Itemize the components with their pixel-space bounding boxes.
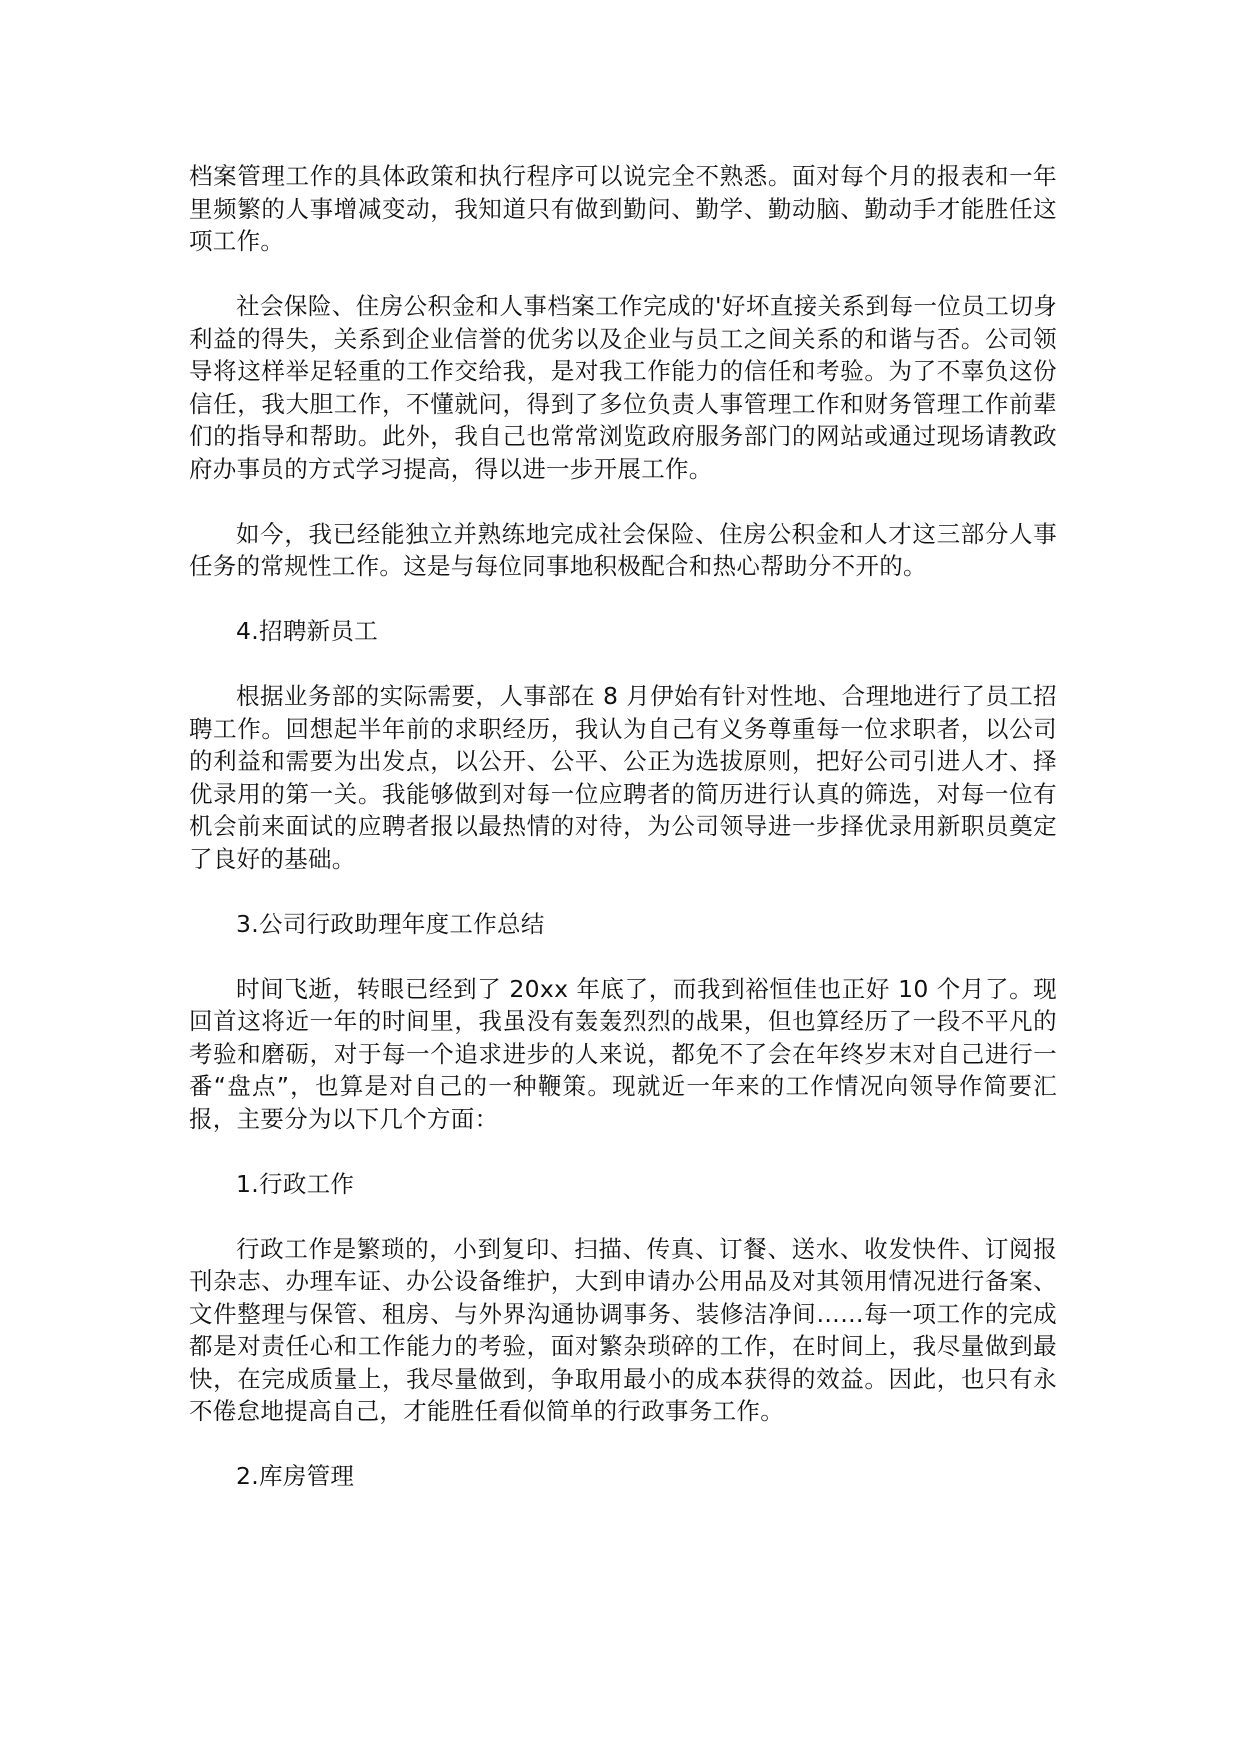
section-heading-recruitment: 4.招聘新员工 bbox=[236, 617, 379, 645]
paragraph-annual-summary: 时间飞逝，转眼已经到了 20xx 年底了，而我到裕恒佳也正好 10 个月了。现回首这将近一年的时间里，我虽没有轰轰烈烈的战果，但也算经历了一段不平凡的考验和磨砺，对于每一个追求进步的人来说，都免不了会在年终岁末对自己进行一番“盘点”，也算是对自己的一种鞭策。现就近一年来的工作情况向领导作简要汇报，主要分为以下几个方面： bbox=[189, 974, 1057, 1133]
document-body bbox=[189, 160, 1057, 1525]
paragraph-recruitment: 根据业务部的实际需要，人事部在 8 月伊始有针对性地、合理地进行了员工招聘工作。回想起半年前的求职经历，我认为自己有义务尊重每一位求职者，以公司的利益和需要为出发点，以公开、公平、公正为选拔原则，把好公司引进人才、择优录用的第一关。我能够做到对每一位应聘者的简历进行认真的筛选，对每一位有机会前来面试的应聘者报以最热情的对待，为公司领导进一步择优录用新职员奠定了良好的基础。 bbox=[189, 682, 1057, 873]
paragraph-social-insurance: 社会保险、住房公积金和人事档案工作完成的'好坏直接关系到每一位员工切身利益的得失，关系到企业信誉的优劣以及企业与员工之间关系的和谐与否。公司领导将这样举足轻重的工作交给我，是对我工作能力的信任和考验。为了不辜负这份信任，我大胆工作，不懂就问，得到了多位负责人事管理工作和财务管理工作前辈们的指导和帮助。此外，我自己也常常浏览政府服务部门的网站或通过现场请教政府办事员的方式学习提高，得以进一步开展工作。 bbox=[189, 292, 1057, 483]
paragraph-independent-work: 如今，我已经能独立并熟练地完成社会保险、住房公积金和人才这三部分人事任务的常规性工作。这是与每位同事地积极配合和热心帮助分不开的。 bbox=[189, 519, 1057, 580]
paragraph-archive-policy: 档案管理工作的具体政策和执行程序可以说完全不熟悉。面对每个月的报表和一年里频繁的人事增减变动，我知道只有做到勤问、勤学、勤动脑、勤动手才能胜任这项工作。 bbox=[189, 162, 1057, 255]
section-heading-administration: 1.行政工作 bbox=[236, 1169, 355, 1198]
section-heading-warehouse: 2.库房管理 bbox=[236, 1462, 355, 1490]
section-heading-annual-summary: 3.公司行政助理年度工作总结 bbox=[236, 909, 545, 938]
paragraph-administration: 行政工作是繁琐的，小到复印、扫描、传真、订餐、送水、收发快件、订阅报刊杂志、办理车证、办公设备维护，大到申请办公用品及对其领用情况进行备案、文件整理与保管、租房、与外界沟通协调事务、装修洁净间……每一项工作的完成都是对责任心和工作能力的考验，面对繁杂琐碎的工作，在时间上，我尽量做到最快，在完成质量上，我尽量做到，争取用最小的成本获得的效益。因此，也只有永不倦怠地提高自己，才能胜任看似简单的行政事务工作。 bbox=[189, 1234, 1057, 1425]
